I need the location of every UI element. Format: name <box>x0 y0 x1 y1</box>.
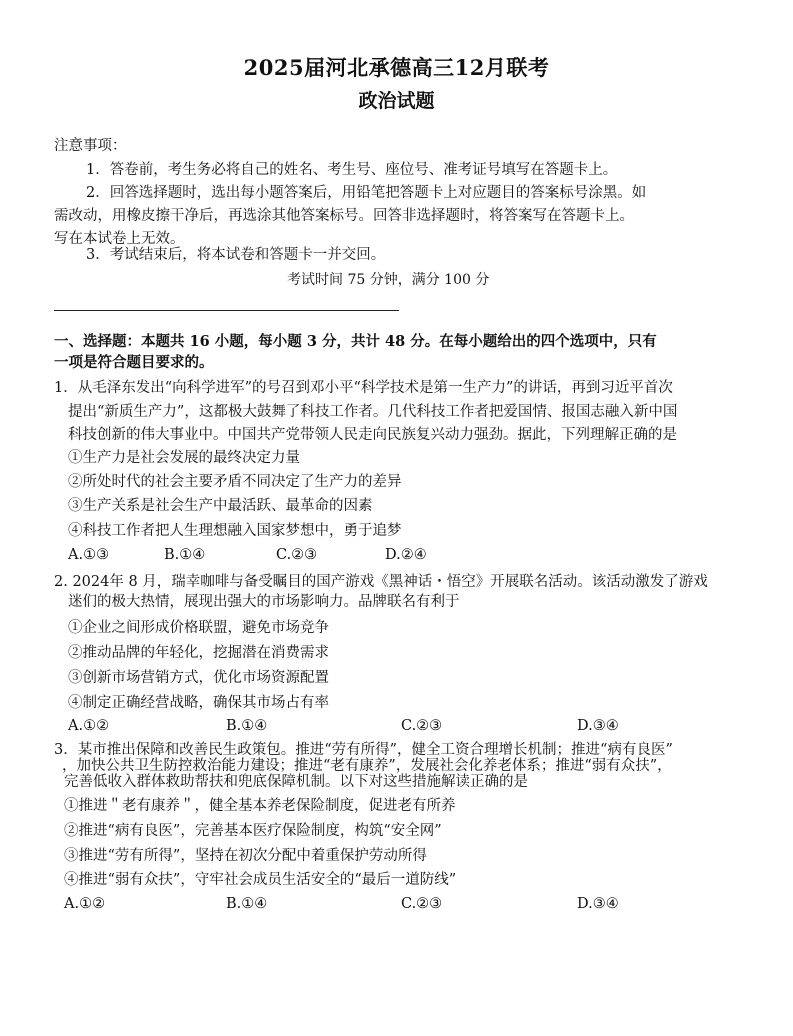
divider-line <box>54 310 399 311</box>
notice-item: 需改动，用橡皮擦干净后，再选涂其他答案标号。回答非选择题时，将答案写在答题卡上。 <box>54 208 634 224</box>
question-item: ③创新市场营销方式，优化市场资源配置 <box>68 670 329 686</box>
question-item: ④制定正确经营战略，确保其市场占有率 <box>68 695 329 711</box>
answer-option: A.①② <box>68 718 110 734</box>
answer-option: A.①③ <box>68 547 110 563</box>
question-item: ④科技工作者把人生理想融入国家梦想中，勇于追梦 <box>68 523 402 539</box>
notice-item: 3．考试结束后，将本试卷和答题卡一并交回。 <box>86 247 386 263</box>
question-item: ①推进＂老有康养＂，健全基本养老保险制度，促进老有所养 <box>64 798 456 814</box>
question-item: ②推进“病有良医”，完善基本医疗保险制度，构筑“安全网” <box>64 823 442 839</box>
notice-item: 2．回答选择题时，选出每小题答案后，用铅笔把答题卡上对应题目的答案标号涂黑。如 <box>86 185 647 201</box>
section-heading: 一项是符合题目要求的。 <box>54 354 214 371</box>
question-stem: 科技创新的伟大事业中。中国共产党带领人民走向民族复兴动力强劲。据此，下列理解正确的是 <box>68 427 677 443</box>
question-item: ①企业之间形成价格联盟，避免市场竞争 <box>68 620 329 636</box>
question-item: ②推动品牌的年轻化，挖掘潜在消费需求 <box>68 645 329 661</box>
question-item: ④推进“弱有众扶”，守牢社会成员生活安全的“最后一道防线” <box>64 872 457 888</box>
question-item: ①生产力是社会发展的最终决定力量 <box>68 450 300 466</box>
question-stem: 迷们的极大热情，展现出强大的市场影响力。品牌联名有利于 <box>68 594 460 610</box>
question-item: ②所处时代的社会主要矛盾不同决定了生产力的差异 <box>68 474 402 490</box>
answer-option: D.②④ <box>385 547 427 563</box>
answer-option: A.①② <box>64 896 106 912</box>
answer-option: B.①④ <box>226 718 268 734</box>
question-item: ③生产关系是社会生产中最活跃、最革命的因素 <box>68 498 373 514</box>
notice-item: 1．答卷前，考生务必将自己的姓名、考生号、座位号、准考证号填写在答题卡上。 <box>86 162 618 178</box>
notice-item: 写在本试卷上无效。 <box>54 231 185 247</box>
question-stem: 3．某市推出保障和改善民生政策包。推进“劳有所得”，健全工资合理增长机制；推进“病有良医” <box>54 742 673 758</box>
question-item: ③推进“劳有所得”，坚持在初次分配中着重保护劳动所得 <box>64 848 427 864</box>
answer-option: D.③④ <box>577 896 619 912</box>
notice-heading: 注意事项： <box>54 138 127 154</box>
question-stem: 提出“新质生产力”，这都极大鼓舞了科技工作者。几代科技工作者把爱国情、报国志融入新中国 <box>68 404 678 420</box>
question-stem: 1．从毛泽东发出“向科学进军”的号召到邓小平“科学技术是第一生产力”的讲话，再到习近平首次 <box>54 380 673 396</box>
answer-option: C.②③ <box>276 547 318 563</box>
exam-subtitle: 政治试题 <box>358 90 435 112</box>
answer-option: B.①④ <box>164 547 206 563</box>
exam-time: 考试时间 75 分钟，满分 100 分 <box>287 272 490 288</box>
answer-option: C.②③ <box>401 718 443 734</box>
question-stem: ，加快公共卫生防控救治能力建设；推进“老有康养”，发展社会化养老体系；推进“弱有众扶”， <box>62 758 672 774</box>
section-heading: 一、选择题：本题共 16 小题，每小题 3 分，共计 48 分。在每小题给出的四个选项中，只有 <box>54 333 657 350</box>
answer-option: D.③④ <box>577 718 619 734</box>
question-stem: 2. 2024年 8 月，瑞幸咖啡与备受瞩目的国产游戏《黑神话・悟空》开展联名活动。该活动激发了游戏 <box>54 574 708 590</box>
question-stem: 完善低收入群体救助帮扶和兜底保障机制。以下对这些措施解读正确的是 <box>64 774 528 790</box>
answer-option: B.①④ <box>226 896 268 912</box>
answer-option: C.②③ <box>401 896 443 912</box>
exam-title: 2025届河北承德高三12月联考 <box>243 55 550 80</box>
